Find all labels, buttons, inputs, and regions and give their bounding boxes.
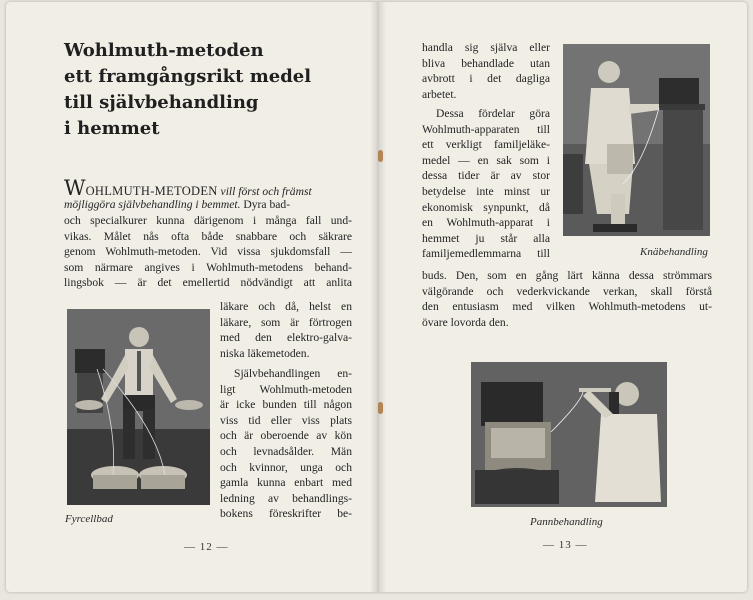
intro-text: Dyra bad- bbox=[243, 198, 291, 211]
text-line: niska läkemetoden. bbox=[220, 346, 310, 360]
text-line: ligt Wohlmuth-metoden bbox=[220, 382, 352, 396]
text-line: den entusiasm med vilken Wohlmuth-metodens ut- bbox=[422, 300, 712, 314]
text-line: läkare, som är förtrogen bbox=[220, 315, 352, 329]
heading-line: ett framgångsrikt medel bbox=[64, 66, 312, 87]
photo-caption: Fyrcellbad bbox=[65, 513, 113, 525]
body-text-column bbox=[422, 40, 550, 102]
intro-caps: OHLMUTH-METODEN bbox=[85, 184, 218, 198]
text-line: och är oberoende av kön bbox=[220, 429, 352, 443]
text-line: Dessa fördelar göra bbox=[436, 107, 550, 120]
text-line: dessa tider är av stor bbox=[422, 169, 550, 183]
text-line: en Wohlmuth-apparat i bbox=[422, 216, 550, 230]
photo-caption: Pannbehandling bbox=[530, 516, 603, 528]
body-text bbox=[64, 213, 352, 291]
photo-illustration bbox=[563, 44, 710, 236]
left-page bbox=[6, 2, 378, 592]
text-line: och kvinnor, unga och bbox=[220, 460, 352, 474]
text-line: ett verkligt familjeläke- bbox=[422, 138, 550, 152]
photo-four-cell-bath bbox=[67, 309, 210, 505]
photo-forehead-treatment bbox=[471, 362, 667, 507]
text-line: och specialkurer kunna därigenom i många fall und- bbox=[64, 214, 352, 227]
intro-italic: möjliggöra självbehandling i bemmet. bbox=[64, 198, 241, 211]
heading-line: i hemmet bbox=[64, 118, 160, 139]
body-text-column bbox=[422, 106, 550, 262]
book-spread bbox=[6, 2, 747, 592]
page-number: — 13 — bbox=[543, 539, 588, 551]
body-text-column bbox=[220, 299, 352, 361]
text-line: lingsbok — är det emellertid nödvändigt att anlita bbox=[64, 276, 352, 290]
text-line: viss tid eller viss plats bbox=[220, 413, 352, 427]
text-line: familjemedlemmarna till bbox=[422, 247, 550, 261]
heading-line: till självbehandling bbox=[64, 92, 259, 113]
text-line: ledning av behandlings- bbox=[220, 491, 352, 505]
text-line: läkare och då, helst en bbox=[220, 300, 352, 313]
text-line: bliva behandlade utan bbox=[422, 56, 550, 70]
photo-caption: Knäbehandling bbox=[640, 246, 708, 258]
text-line: bokens föreskrifter be- bbox=[220, 507, 352, 521]
text-line: avbrott i det dagliga bbox=[422, 72, 550, 86]
page-number: — 12 — bbox=[184, 541, 229, 553]
drop-cap: W bbox=[64, 176, 86, 200]
text-line: Wohlmuth-apparaten till bbox=[422, 122, 550, 136]
photo-knee-treatment bbox=[563, 44, 710, 236]
heading-line: Wohlmuth-metoden bbox=[64, 40, 264, 61]
text-line: med den elektro-galva- bbox=[220, 331, 352, 345]
body-text bbox=[422, 268, 712, 330]
intro-italic: vill först och främst bbox=[220, 185, 312, 198]
text-line: övare lovorda den. bbox=[422, 315, 509, 329]
right-page bbox=[378, 2, 747, 592]
text-line: är icke bunden till någon bbox=[220, 398, 352, 412]
text-line: handla sig själva eller bbox=[422, 41, 550, 54]
text-line: gamla kunna enbart med bbox=[220, 476, 352, 490]
text-line: arbetet. bbox=[422, 87, 457, 101]
text-line: hemmet ju står alla bbox=[422, 231, 550, 245]
text-line: välgörande och vederkvickande verkan, skall förstå bbox=[422, 284, 712, 298]
text-line: medel — en sak som i bbox=[422, 153, 550, 167]
text-line: buds. Den, som en gång lärt känna dessa strömmars bbox=[422, 269, 712, 282]
intro-line-2 bbox=[64, 197, 352, 213]
photo-illustration bbox=[67, 309, 210, 505]
text-line: ekonomisk synpunkt, då bbox=[422, 200, 550, 214]
text-line: betydelse inte minst ur bbox=[422, 184, 550, 198]
text-line: vikas. Målet nås ofta både snabbare och säkrare bbox=[64, 229, 352, 243]
photo-illustration bbox=[471, 362, 667, 507]
body-text-column bbox=[220, 366, 352, 522]
page-heading bbox=[64, 38, 364, 142]
text-line: och levnadsålder. Män bbox=[220, 444, 352, 458]
text-line: som närmare angives i Wohlmuth-metodens behand- bbox=[64, 260, 352, 274]
text-line: genom Wohlmuth-metoden. Vid vissa sjukdomsfall — bbox=[64, 245, 352, 259]
text-line: Självbehandlingen en- bbox=[234, 367, 352, 380]
